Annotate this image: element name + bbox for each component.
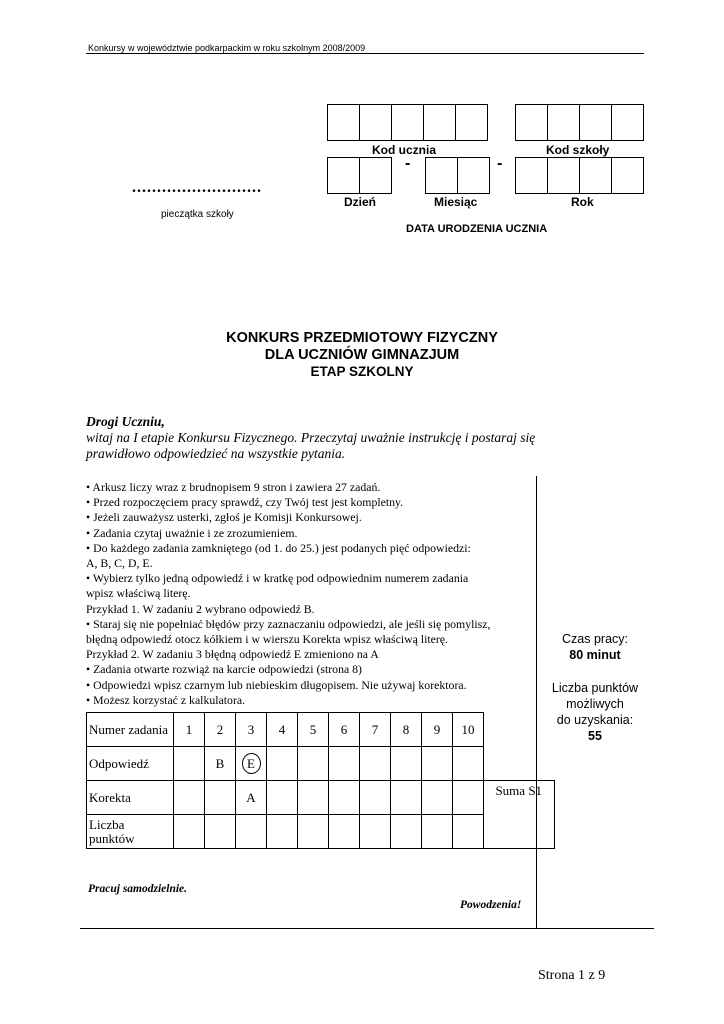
rule-line: • Zadania czytaj uważnie i ze zrozumieniem.	[86, 525, 298, 540]
table-cell[interactable]	[205, 815, 236, 849]
row-label-answer: Odpowiedź	[87, 747, 174, 781]
table-cell[interactable]	[236, 747, 267, 781]
code-box[interactable]	[327, 104, 360, 141]
table-cell[interactable]	[391, 781, 422, 815]
rule-line: • Odpowiedzi wpisz czarnym lub niebieskim długopisem. Nie używaj korektora.	[86, 677, 467, 692]
row-label-points: Liczba punktów	[87, 815, 174, 849]
table-cell[interactable]	[329, 815, 360, 849]
date-box[interactable]	[457, 157, 490, 194]
year-label: Rok	[571, 195, 594, 209]
table-cell[interactable]	[236, 815, 267, 849]
rule-line: • Możesz korzystać z kalkulatora.	[86, 692, 246, 707]
table-cell[interactable]	[360, 747, 391, 781]
code-box[interactable]	[547, 104, 580, 141]
title-line2: DLA UCZNIÓW GIMNAZJUM	[264, 347, 460, 363]
greeting: Drogi Uczniu,	[86, 414, 165, 429]
row-label-correction: Korekta	[87, 781, 174, 815]
date-box[interactable]	[327, 157, 360, 194]
footer-rule	[80, 928, 654, 929]
table-row	[87, 781, 555, 815]
table-cell[interactable]	[329, 781, 360, 815]
table-cell[interactable]	[391, 815, 422, 849]
table-cell[interactable]	[205, 781, 236, 815]
code-box[interactable]	[423, 104, 456, 141]
stamp-label: pieczątka szkoły	[161, 209, 234, 220]
birth-day-boxes[interactable]	[327, 157, 392, 194]
rule-line: • Przed rozpoczęciem pracy sprawdź, czy Twój test jest kompletny.	[86, 495, 404, 510]
table-cell[interactable]	[298, 747, 329, 781]
table-cell[interactable]	[298, 815, 329, 849]
table-cell: 6	[329, 713, 360, 747]
table-cell[interactable]	[453, 815, 484, 849]
table-cell: 1	[174, 713, 205, 747]
rules-list	[86, 480, 526, 708]
points-label-3: do uzyskania:	[556, 713, 634, 727]
date-box[interactable]	[579, 157, 612, 194]
birth-month-boxes[interactable]	[425, 157, 490, 194]
table-spacer	[484, 747, 555, 781]
birth-date-label: DATA URODZENIA UCZNIA	[406, 223, 548, 235]
table-cell: 7	[360, 713, 391, 747]
code-box[interactable]	[579, 104, 612, 141]
school-code-boxes[interactable]	[515, 104, 644, 141]
table-cell: 3	[236, 713, 267, 747]
table-row	[87, 747, 555, 781]
school-code-label: Kod szkoły	[546, 143, 610, 157]
table-cell[interactable]	[391, 747, 422, 781]
intro-line2: prawidłowo odpowiedzieć na wszystkie pytania.	[86, 446, 346, 461]
code-box[interactable]	[515, 104, 548, 141]
page-header: Konkursy w województwie podkarpackim w roku szkolnym 2008/2009	[88, 43, 366, 53]
month-label: Miesiąc	[434, 195, 478, 209]
table-cell[interactable]	[422, 815, 453, 849]
table-cell: 5	[298, 713, 329, 747]
rule-line: • Staraj się nie popełniać błędów przy zaznaczaniu odpowiedzi, ale jeśli się pomylisz,	[86, 616, 491, 631]
code-box[interactable]	[611, 104, 644, 141]
table-cell: 8	[391, 713, 422, 747]
title-line1: KONKURS PRZEDMIOTOWY FIZYCZNY	[226, 330, 498, 346]
table-cell[interactable]	[329, 747, 360, 781]
table-cell: 4	[267, 713, 298, 747]
page-number: Strona 1 z 9	[538, 968, 606, 983]
table-cell[interactable]: A	[236, 781, 267, 815]
date-box[interactable]	[515, 157, 548, 194]
table-cell[interactable]	[453, 747, 484, 781]
date-box[interactable]	[547, 157, 580, 194]
intro-line1: witaj na I etapie Konkursu Fizycznego. Przeczytaj uważnie instrukcję i postaraj się	[86, 430, 536, 445]
table-cell[interactable]	[360, 815, 391, 849]
time-value: 80 minut	[569, 648, 621, 662]
row-label-number: Numer zadania	[87, 713, 174, 747]
student-code-label: Kod ucznia	[372, 143, 437, 157]
table-cell: 10	[453, 713, 484, 747]
table-cell[interactable]	[422, 781, 453, 815]
rule-line: • Wybierz tylko jedną odpowiedź i w kratkę pod odpowiednim numerem zadania	[86, 571, 469, 586]
date-separator: -	[497, 155, 503, 172]
time-label: Czas pracy:	[562, 632, 628, 646]
example-answer-table	[86, 712, 555, 849]
date-box[interactable]	[425, 157, 458, 194]
date-box[interactable]	[611, 157, 644, 194]
code-box[interactable]	[359, 104, 392, 141]
work-independently-note: Pracuj samodzielnie.	[88, 883, 188, 895]
table-cell: 9	[422, 713, 453, 747]
points-label-2: możliwych	[566, 697, 624, 711]
table-cell[interactable]	[453, 781, 484, 815]
rule-line: A, B, C, D, E.	[86, 556, 153, 571]
points-value: 55	[588, 729, 602, 743]
title-line3: ETAP SZKOLNY	[310, 364, 414, 379]
points-label-1: Liczba punktów	[551, 681, 639, 695]
table-cell: 2	[205, 713, 236, 747]
table-cell[interactable]	[267, 747, 298, 781]
table-cell[interactable]	[174, 815, 205, 849]
sum-cell[interactable]: Suma S1	[484, 781, 555, 849]
birth-year-boxes[interactable]	[515, 157, 644, 194]
table-row	[87, 713, 555, 747]
day-label: Dzień	[344, 195, 377, 209]
rule-line: • Do każdego zadania zamkniętego (od 1. do 25.) jest podanych pięć odpowiedzi:	[86, 540, 471, 555]
rule-line: • Jeżeli zauważysz usterki, zgłoś je Komisji Konkursowej.	[86, 510, 362, 525]
good-luck-note: Powodzenia!	[460, 899, 522, 911]
table-cell[interactable]	[174, 781, 205, 815]
column-divider	[536, 476, 537, 928]
table-cell[interactable]	[267, 815, 298, 849]
date-separator: -	[405, 155, 411, 172]
rule-line: • Zadania otwarte rozwiąż na karcie odpowiedzi (strona 8)	[86, 662, 362, 677]
table-cell[interactable]	[422, 747, 453, 781]
table-cell[interactable]: B	[205, 747, 236, 781]
table-cell[interactable]	[298, 781, 329, 815]
circled-answer: E	[242, 753, 261, 774]
table-cell[interactable]	[267, 781, 298, 815]
rule-line: Przykład 2. W zadaniu 3 błędną odpowiedź E zmieniono na A	[86, 647, 379, 662]
header-rule	[86, 53, 644, 54]
date-box[interactable]	[359, 157, 392, 194]
rule-line: wpisz właściwą literę.	[86, 586, 191, 601]
table-cell[interactable]	[174, 747, 205, 781]
code-box[interactable]	[455, 104, 488, 141]
student-code-boxes[interactable]	[327, 104, 488, 141]
rule-line: błędną odpowiedź otocz kółkiem i w wierszu Korekta wpisz właściwą literę.	[86, 632, 448, 647]
table-cell[interactable]	[360, 781, 391, 815]
rule-line: • Arkusz liczy wraz z brudnopisem 9 stron i zawiera 27 zadań.	[86, 480, 381, 494]
code-box[interactable]	[391, 104, 424, 141]
stamp-dots: ..........................	[132, 179, 262, 196]
rule-line: Przykład 1. W zadaniu 2 wybrano odpowiedź B.	[86, 601, 315, 616]
